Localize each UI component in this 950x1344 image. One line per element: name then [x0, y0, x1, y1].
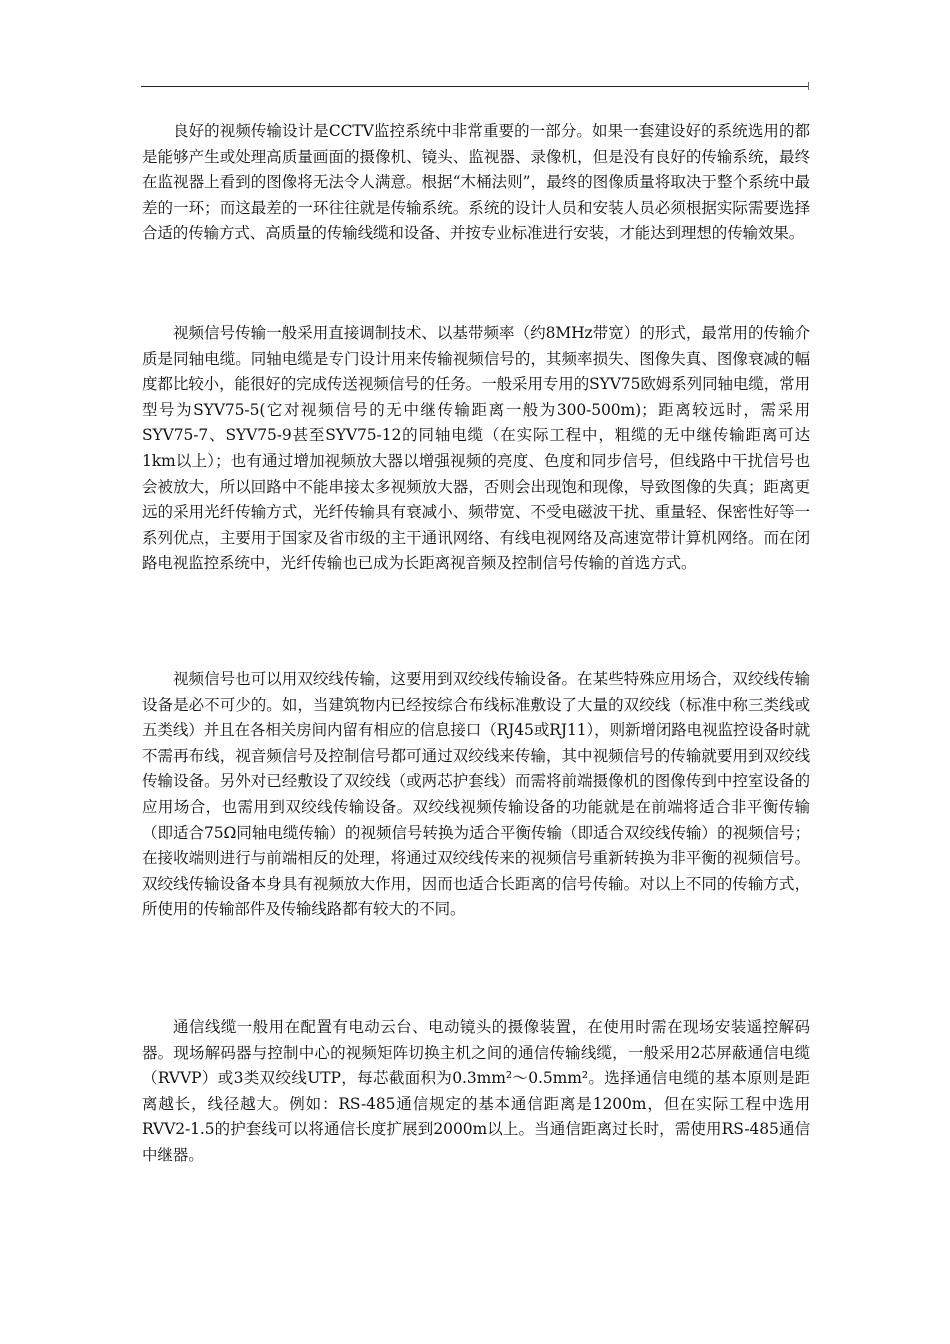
paragraph-twisted-pair-transmission: 视频信号也可以用双绞线传输，这要用到双绞线传输设备。在某些特殊应用场合，双绞线传输设备是必不可少的。如，当建筑物内已经按综合布线标准敷设了大量的双绞线（标准中称三类线或五类线）并且在各相关房间内留有相应的信息接口（RJ45或RJ11），则新增闭路电视监控设备时就不需再布线，视音频信号及控制信号都可通过双绞线来传输，其中视频信号的传输就要用到双绞线传输设备。另外对已经敷设了双绞线（或两芯护套线）而需将前端摄像机的图像传到中控室设备的应用场合，也需用到双绞线传输设备。双绞线视频传输设备的功能就是在前端将适合非平衡传输（即适合75Ω同轴电缆传输）的视频信号转换为适合平衡传输（即适合双绞线传输）的视频信号；在接收端则进行与前端相反的处理，将通过双绞线传来的视频信号重新转换为非平衡的视频信号。双绞线传输设备本身具有视频放大作用，因而也适合长距离的信号传输。对以上不同的传输方式，所使用的传输部件及传输线路都有较大的不同。	[142, 670, 810, 919]
header-rule	[141, 86, 808, 87]
paragraph-video-transmission-design: 良好的视频传输设计是CCTV监控系统中非常重要的一部分。如果一套建设好的系统选用的都是能够产生或处理高质量画面的摄像机、镜头、监视器、录像机，但是没有良好的传输系统，最终在监视器上看到的图像将无法令人满意。根据“木桶法则”，最终的图像质量将取决于整个系统中最差的一环；而这最差的一环往往就是传输系统。系统的设计人员和安装人员必须根据实际需要选择合适的传输方式、高质量的传输线缆和设备、并按专业标准进行安装，才能达到理想的传输效果。	[142, 122, 810, 243]
header-rule-end-mark	[808, 82, 809, 90]
paragraph-coaxial-cable-transmission: 视频信号传输一般采用直接调制技术、以基带频率（约8MHz带宽）的形式，最常用的传输介质是同轴电缆。同轴电缆是专门设计用来传输视频信号的，其频率损失、图像失真、图像衰减的幅度都比较小，能很好的完成传送视频信号的任务。一般采用专用的SYV75欧姆系列同轴电缆，常用型号为SYV75-5(它对视频信号的无中继传输距离一般为300-500m)；距离较远时，需采用SYV75-7、SYV75-9甚至SYV75-12的同轴电缆（在实际工程中，粗缆的无中继传输距离可达1km以上）；也有通过增加视频放大器以增强视频的亮度、色度和同步信号，但线路中干扰信号也会被放大，所以回路中不能串接太多视频放大器，否则会出现饱和现像，导致图像的失真；距离更远的采用光纤传输方式，光纤传输具有衰减小、频带宽、不受电磁波干扰、重量轻、保密性好等一系列优点，主要用于国家及省市级的主干通讯网络、有线电视网络及高速宽带计算机网络。而在闭路电视监控系统中，光纤传输也已成为长距离视音频及控制信号传输的首选方式。	[142, 324, 810, 573]
paragraph-communication-cable: 通信线缆一般用在配置有电动云台、电动镜头的摄像装置，在使用时需在现场安装遥控解码器。现场解码器与控制中心的视频矩阵切换主机之间的通信传输线缆，一般采用2芯屏蔽通信电缆（RVVP）或3类双绞线UTP，每芯截面积为0.3mm²～0.5mm²。选择通信电缆的基本原则是距离越长，线径越大。例如：RS-485通信规定的基本通信距离是1200m，但在实际工程中选用RVV2-1.5的护套线可以将通信长度扩展到2000m以上。当通信距离过长时，需使用RS-485通信中继器。	[142, 1018, 810, 1164]
